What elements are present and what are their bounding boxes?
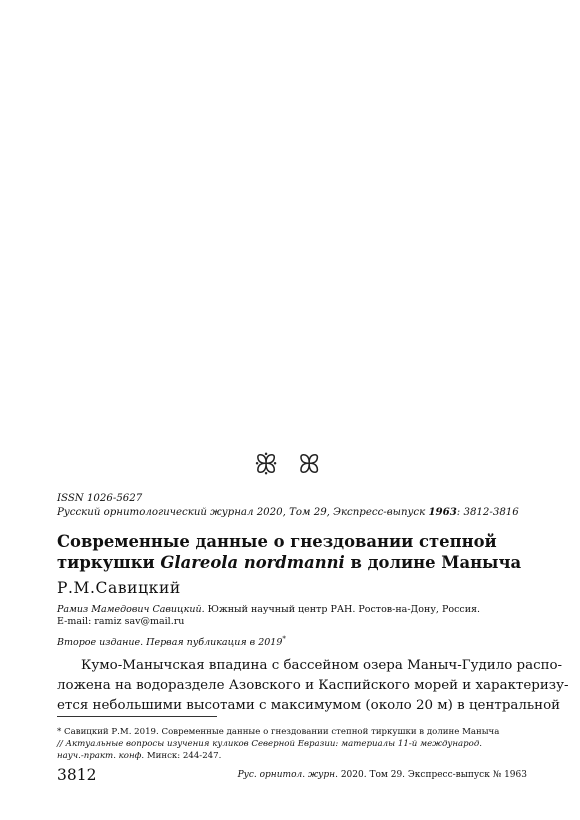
footnote-line: * Савицкий Р.М. 2019. Современные данные о гнездовании степной тиркушки в долине Маныча bbox=[57, 727, 500, 737]
running-head-issue: 2020. Том 29. Экспресс-выпуск № 1963 bbox=[337, 770, 527, 780]
edition-note bbox=[57, 633, 286, 649]
author: Р.М.Савицкий bbox=[57, 579, 181, 597]
title-line1: Современные данные о гнездовании степной bbox=[57, 532, 497, 551]
affiliation bbox=[57, 604, 480, 616]
body-line: Кумо-Манычская впадина с бассейном озера Маныч-Гудило распо- bbox=[81, 658, 563, 673]
institution: . Южный научный центр РАН. Ростов-на-Дону, Россия. bbox=[201, 604, 481, 615]
article-title bbox=[57, 531, 527, 573]
ornament-fleuron: ꕥ ꕤ bbox=[253, 450, 327, 480]
footnote-line: Минск: 244-247. bbox=[144, 751, 222, 761]
title-post: в долине Маныча bbox=[344, 553, 522, 572]
issn: ISSN 1026-5627 bbox=[57, 493, 143, 504]
running-head bbox=[238, 770, 527, 780]
title-pre: тиркушки bbox=[57, 553, 161, 572]
body-text bbox=[57, 656, 569, 717]
body-line: ется небольшими высотами с максимумом (около 20 м) в центральной bbox=[57, 698, 561, 714]
body-line: ложена на водоразделе Азовского и Каспийского морей и характеризу- bbox=[57, 678, 569, 694]
journal-citation bbox=[57, 506, 519, 519]
running-head-journal: Рус. орнитол. журн. bbox=[237, 770, 338, 780]
journal-pages: : 3812-3816 bbox=[456, 507, 519, 518]
footnote-line: // Актуальные вопросы изучения куликов Северной Евразии: материалы 11-й международ. bbox=[57, 739, 483, 749]
journal-citation-text: Русский орнитологический журнал 2020, Том 29, Экспресс-выпуск bbox=[57, 507, 429, 518]
page-number: 3812 bbox=[57, 766, 97, 784]
footnote-line-italic: науч.-практ. конф. bbox=[57, 751, 145, 761]
footnote bbox=[57, 726, 499, 762]
journal-issue: 1963 bbox=[428, 506, 457, 518]
footnote-mark: * bbox=[282, 635, 286, 643]
edition-text: Второе издание. Первая публикация в 2019 bbox=[57, 637, 283, 649]
email: E-mail: ramiz sav@mail.ru bbox=[57, 616, 185, 627]
species-name: Glareola nordmanni bbox=[160, 553, 345, 572]
footnote-divider bbox=[57, 716, 217, 717]
author-full-name: Рамиз Мамедович Савицкий bbox=[57, 604, 202, 615]
